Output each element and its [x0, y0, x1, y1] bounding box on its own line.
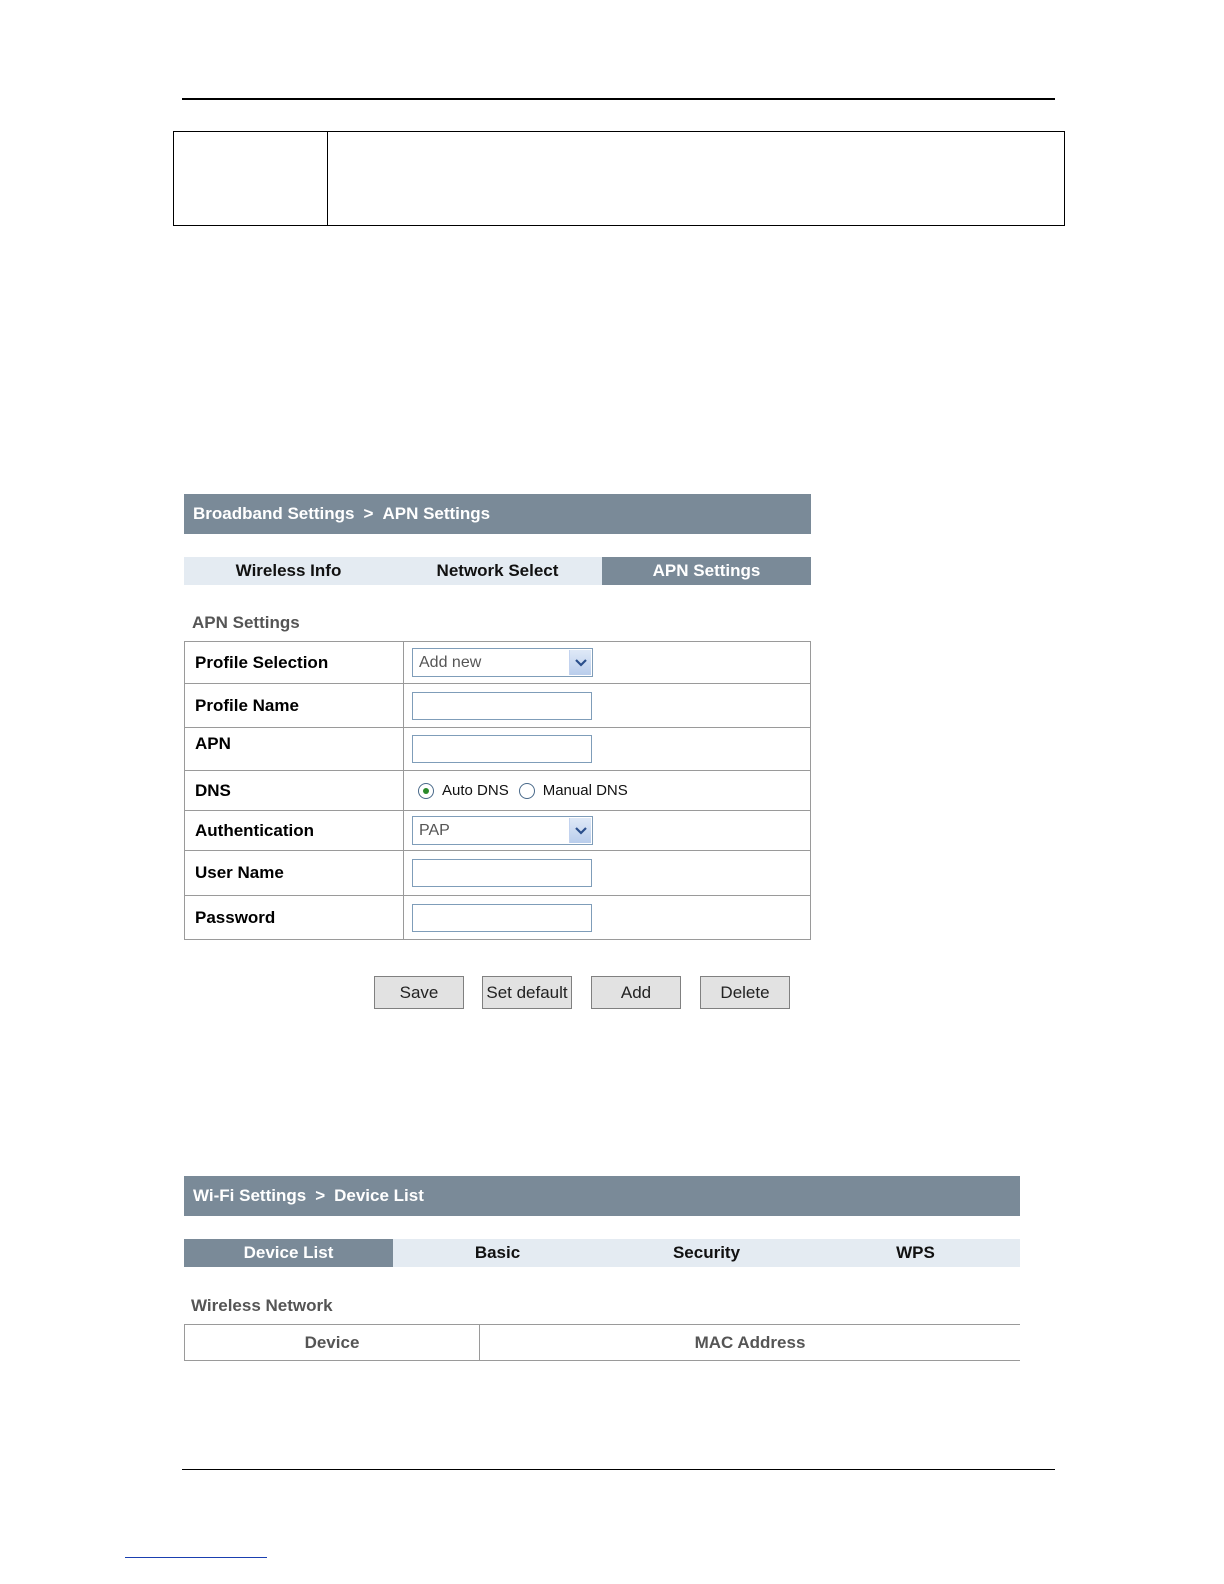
profile-name-label: Profile Name [185, 684, 404, 728]
wifi-section-title: Wireless Network [191, 1296, 333, 1315]
page-header-rule [182, 98, 1055, 100]
auto-dns-label[interactable]: Auto DNS [442, 782, 509, 799]
breadcrumb-separator: > [363, 504, 374, 523]
password-label: Password [185, 896, 404, 940]
dns-label: DNS [185, 771, 404, 811]
apn-label: APN [185, 728, 404, 771]
device-table-header-row [185, 1325, 1021, 1361]
form-row-user-name [185, 851, 811, 896]
manual-dns-label[interactable]: Manual DNS [542, 782, 628, 799]
breadcrumb-parent[interactable]: Wi-Fi Settings [193, 1186, 307, 1205]
apn-breadcrumb [184, 494, 811, 534]
footnote-link-underline [125, 1557, 267, 1558]
tab-wireless-info[interactable]: Wireless Info [235, 561, 342, 580]
form-row-authentication [185, 811, 811, 851]
tab-network-select[interactable]: Network Select [436, 561, 559, 580]
form-row-password [185, 896, 811, 940]
profile-name-input[interactable] [412, 692, 592, 720]
breadcrumb-current: Device List [334, 1186, 424, 1205]
tab-device-list[interactable]: Device List [184, 1239, 393, 1267]
chevron-down-icon[interactable] [569, 650, 591, 675]
form-row-profile-selection [185, 642, 811, 684]
authentication-value: PAP [419, 822, 450, 839]
tab-wps[interactable]: WPS [896, 1243, 935, 1262]
tab-security[interactable]: Security [672, 1243, 741, 1262]
add-button[interactable]: Add [591, 976, 681, 1009]
breadcrumb-parent[interactable]: Broadband Settings [193, 504, 355, 523]
device-column-header: Device [185, 1325, 480, 1361]
apn-section-title: APN Settings [192, 613, 300, 632]
apn-tab-bar [184, 557, 811, 585]
dns-radio-group [418, 782, 809, 799]
wifi-tab-bar [184, 1239, 1020, 1267]
form-row-profile-name [185, 684, 811, 728]
apn-form-table [184, 641, 811, 940]
set-default-button[interactable]: Set default [482, 976, 572, 1009]
user-name-input[interactable] [412, 859, 592, 887]
save-button[interactable]: Save [374, 976, 464, 1009]
profile-selection-label: Profile Selection [185, 642, 404, 684]
form-row-dns [185, 771, 811, 811]
page-footer-rule [182, 1469, 1055, 1470]
device-table [184, 1324, 1020, 1361]
form-row-apn [185, 728, 811, 771]
tab-basic[interactable]: Basic [474, 1243, 521, 1262]
authentication-label: Authentication [185, 811, 404, 851]
profile-selection-value: Add new [419, 654, 482, 671]
manual-dns-radio[interactable] [519, 783, 535, 799]
document-table-divider [327, 132, 328, 225]
auto-dns-radio[interactable] [418, 783, 434, 799]
chevron-down-icon[interactable] [569, 818, 591, 843]
document-table [173, 131, 1065, 226]
tab-apn-settings[interactable]: APN Settings [602, 557, 811, 585]
delete-button[interactable]: Delete [700, 976, 790, 1009]
wifi-breadcrumb [184, 1176, 1020, 1216]
apn-input[interactable] [412, 735, 592, 763]
breadcrumb-current: APN Settings [382, 504, 491, 523]
breadcrumb-separator: > [315, 1186, 326, 1205]
authentication-select[interactable] [412, 816, 593, 845]
profile-selection-select[interactable] [412, 648, 593, 677]
user-name-label: User Name [185, 851, 404, 896]
mac-address-column-header: MAC Address [480, 1325, 1021, 1361]
password-input[interactable] [412, 904, 592, 932]
